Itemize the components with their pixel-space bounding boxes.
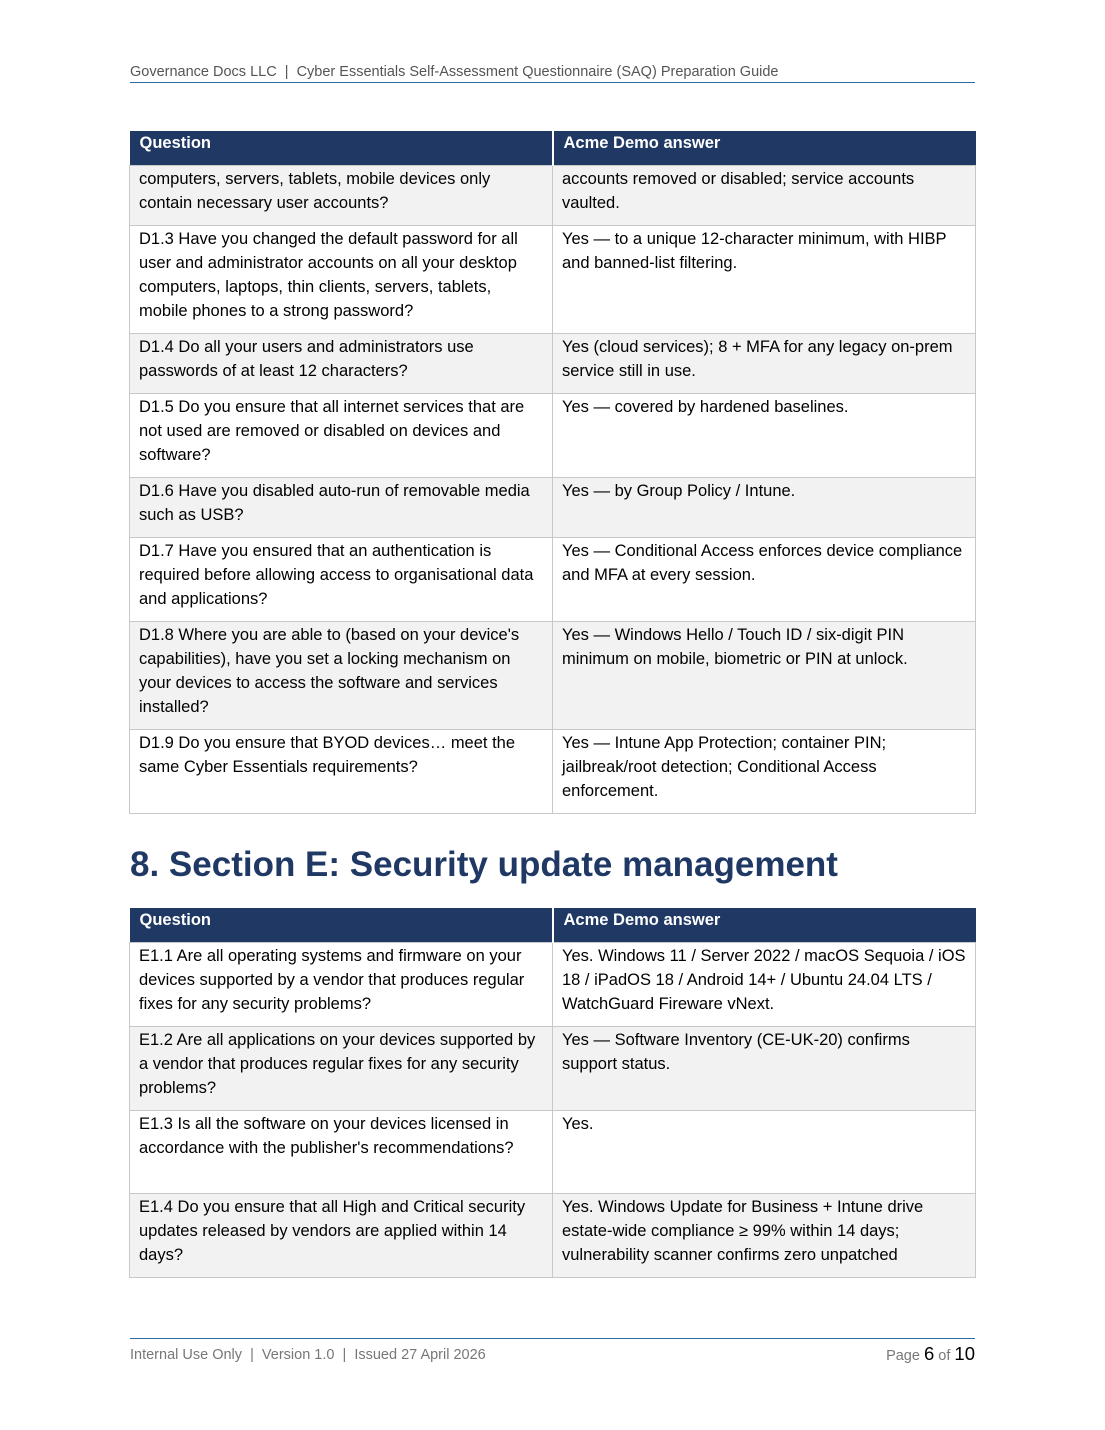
header-text: Governance Docs LLC | Cyber Essentials Self-Assessment Questionnaire (SAQ) Preparation Guide (130, 64, 779, 80)
footer-text: Internal Use Only | Version 1.0 | Issued 27 April 2026 (130, 1347, 486, 1363)
table-header-row (130, 908, 976, 943)
question-cell: E1.2 Are all applications on your devices supported by a vendor that produces regular fixes for any security problems? (130, 1027, 553, 1111)
table-row (130, 478, 976, 538)
table-row (130, 730, 976, 814)
question-cell: D1.9 Do you ensure that BYOD devices… meet the same Cyber Essentials requirements? (130, 730, 553, 814)
table-header-row (130, 131, 976, 166)
table-row (130, 1194, 976, 1278)
question-cell: D1.3 Have you changed the default password for all user and administrator accounts on all your desktop computers, laptops, thin clients, servers, tablets, mobile phones to a strong password? (130, 226, 553, 334)
section-heading: 8. Section E: Security update management (130, 845, 838, 884)
question-cell: D1.6 Have you disabled auto-run of removable media such as USB? (130, 478, 553, 538)
table-row (130, 166, 976, 226)
column-header-question: Question (130, 908, 553, 943)
answer-cell: Yes. (553, 1111, 976, 1194)
current-page: 6 (923, 1343, 935, 1364)
table-row (130, 226, 976, 334)
page-footer (130, 1338, 975, 1364)
table-row (130, 538, 976, 622)
column-header-answer: Acme Demo answer (553, 131, 976, 166)
answer-cell: Yes (cloud services); 8 + MFA for any legacy on-prem service still in use. (553, 334, 976, 394)
table-row (130, 334, 976, 394)
answer-cell: accounts removed or disabled; service accounts vaulted. (553, 166, 976, 226)
total-pages: 10 (954, 1343, 975, 1364)
table-row (130, 943, 976, 1027)
question-cell: D1.5 Do you ensure that all internet services that are not used are removed or disabled on devices and software? (130, 394, 553, 478)
page-word: Page (886, 1348, 920, 1364)
answer-cell: Yes — to a unique 12-character minimum, with HIBP and banned-list filtering. (553, 226, 976, 334)
column-header-answer: Acme Demo answer (553, 908, 976, 943)
questions-table-d (129, 131, 976, 814)
question-cell: D1.8 Where you are able to (based on your device's capabilities), have you set a locking mechanism on your devices to access the software and services installed? (130, 622, 553, 730)
answer-cell: Yes — Software Inventory (CE-UK-20) confirms support status. (553, 1027, 976, 1111)
of-word: of (938, 1348, 951, 1364)
table-row (130, 622, 976, 730)
answer-cell: Yes — Conditional Access enforces device compliance and MFA at every session. (553, 538, 976, 622)
question-cell: D1.4 Do all your users and administrators use passwords of at least 12 characters? (130, 334, 553, 394)
question-cell: E1.4 Do you ensure that all High and Critical security updates released by vendors are applied within 14 days? (130, 1194, 553, 1278)
questions-table-e (129, 908, 976, 1278)
table-row (130, 1027, 976, 1111)
answer-cell: Yes. Windows Update for Business + Intune drive estate-wide compliance ≥ 99% within 14 days; vulnerability scanner confirms zero unpatched (553, 1194, 976, 1278)
answer-cell: Yes — by Group Policy / Intune. (553, 478, 976, 538)
question-cell: D1.7 Have you ensured that an authentication is required before allowing access to organisational data and applications? (130, 538, 553, 622)
answer-cell: Yes — Intune App Protection; container PIN; jailbreak/root detection; Conditional Access enforcement. (553, 730, 976, 814)
table-row (130, 1111, 976, 1194)
page-number (886, 1343, 975, 1365)
question-cell: computers, servers, tablets, mobile devices only contain necessary user accounts? (130, 166, 553, 226)
page-header (130, 64, 975, 83)
answer-cell: Yes. Windows 11 / Server 2022 / macOS Sequoia / iOS 18 / iPadOS 18 / Android 14+ / Ubuntu 24.04 LTS / WatchGuard Fireware vNext. (553, 943, 976, 1027)
answer-cell: Yes — Windows Hello / Touch ID / six-digit PIN minimum on mobile, biometric or PIN at unlock. (553, 622, 976, 730)
question-cell: E1.3 Is all the software on your devices licensed in accordance with the publisher's recommendations? (130, 1111, 553, 1194)
answer-cell: Yes — covered by hardened baselines. (553, 394, 976, 478)
question-cell: E1.1 Are all operating systems and firmware on your devices supported by a vendor that produces regular fixes for any security problems? (130, 943, 553, 1027)
table-row (130, 394, 976, 478)
column-header-question: Question (130, 131, 553, 166)
